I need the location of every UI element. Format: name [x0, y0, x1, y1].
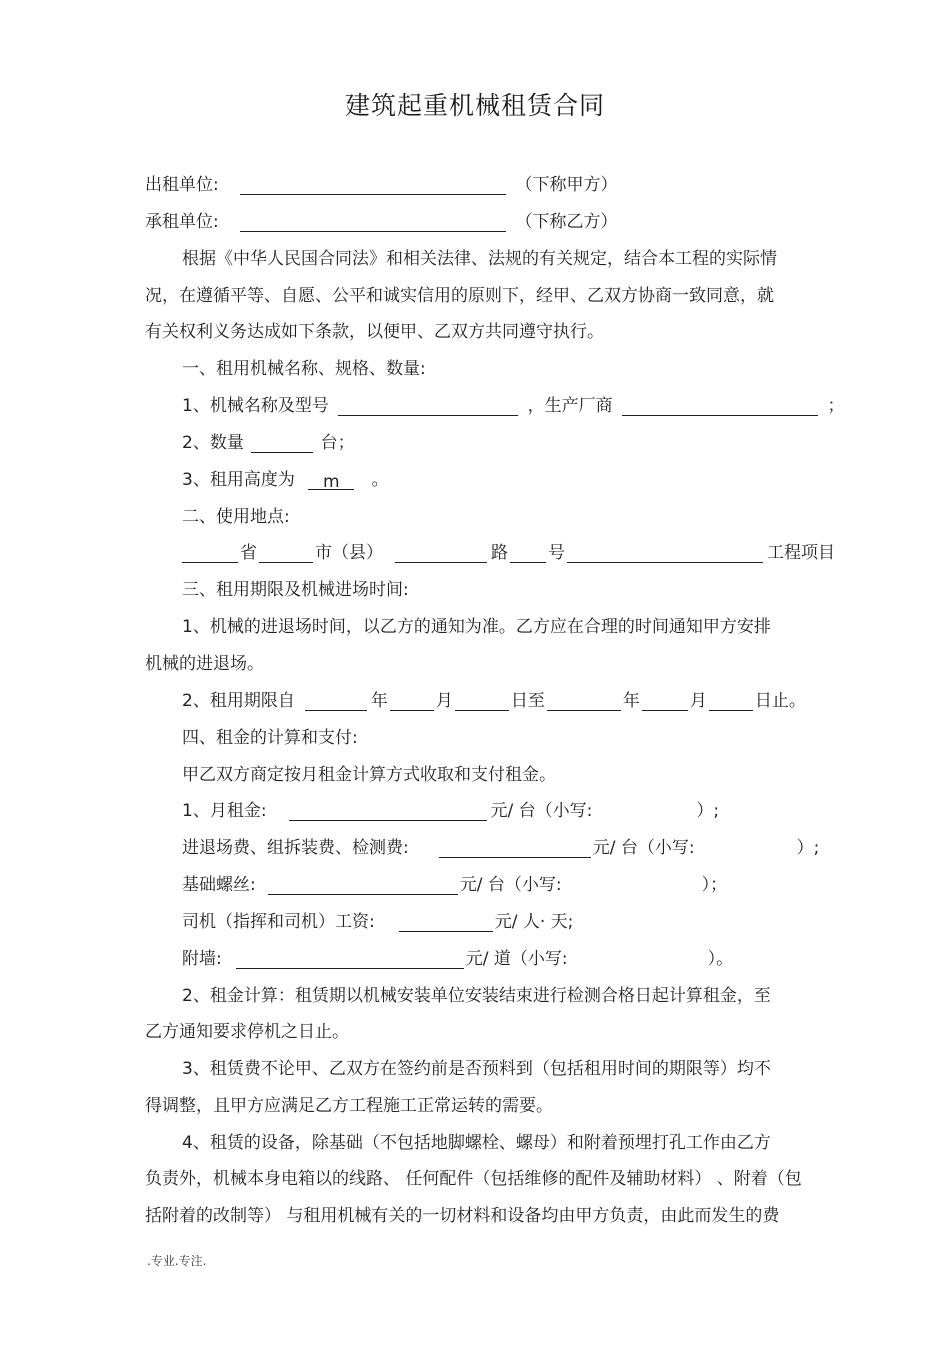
s3-para-1b: 机械的进退场。 — [145, 654, 264, 674]
year-label: 年 — [370, 691, 388, 711]
page-footer: .专业.专注. — [147, 1254, 207, 1268]
monthly-rent-label: 1、月租金: — [182, 801, 267, 821]
entry-fee-line — [182, 838, 819, 858]
start-year-field[interactable] — [305, 693, 367, 711]
s4-intro: 甲乙双方商定按月租金计算方式收取和支付租金。 — [182, 765, 556, 785]
quantity-field[interactable] — [251, 435, 313, 453]
s4-para-2b: 乙方通知要求停机之日止。 — [145, 1022, 349, 1042]
bolt-field[interactable] — [268, 877, 458, 895]
intro-line-1: 根据《中华人民国合同法》和相关法律、法规的有关规定，结合本工程的实际情 — [182, 249, 777, 269]
lessee-field[interactable] — [240, 214, 506, 232]
wall-label: 附墙: — [182, 949, 222, 969]
s4-para-2a: 2、租金计算：租赁期以机械安装单位安装结束进行检测合格日起计算租金，至 — [182, 986, 771, 1006]
s4-para-4a: 4、租赁的设备，除基础（不包括地脚螺栓、螺母）和附着预埋打孔工作由乙方 — [182, 1133, 771, 1153]
month-label: 月 — [689, 691, 707, 711]
manufacturer-field[interactable] — [622, 398, 818, 416]
lessor-field[interactable] — [240, 177, 506, 195]
end-year-field[interactable] — [547, 693, 621, 711]
semicolon: ； — [827, 396, 845, 416]
project-field[interactable] — [567, 545, 763, 563]
driver-unit-label: 元/ 人· 天; — [494, 912, 574, 932]
year-label: 年 — [622, 691, 640, 711]
city-field[interactable] — [259, 545, 313, 563]
height-label: 3、租用高度为 — [182, 470, 295, 490]
start-month-field[interactable] — [390, 693, 434, 711]
wall-field[interactable] — [236, 951, 464, 969]
s3-para-1a: 1、机械的进退场时间，以乙方的通知为准。乙方应在合理的时间通知甲方安排 — [182, 617, 771, 637]
quantity-line — [182, 433, 355, 453]
wall-line — [182, 949, 733, 969]
driver-wage-line — [182, 912, 573, 932]
height-field[interactable]: m — [308, 472, 354, 490]
bolt-label: 基础螺丝: — [182, 875, 256, 895]
day-to-label: 日至 — [510, 691, 545, 711]
machine-name-label: 1、机械名称及型号 — [182, 396, 329, 416]
lessee-line — [145, 212, 618, 232]
s4-para-4b: 负责外，机械本身电箱以的线路、 任何配件（包括维修的配件及辅助材料） 、附着（包 — [145, 1169, 802, 1189]
road-field[interactable] — [395, 545, 487, 563]
road-label: 路 — [491, 543, 508, 563]
province-field[interactable] — [182, 545, 238, 563]
end-label: 日止。 — [754, 691, 806, 711]
lessor-line — [145, 175, 618, 195]
document-title: 建筑起重机械租赁合同 — [344, 91, 605, 120]
monthly-rent-field[interactable] — [289, 803, 487, 821]
monthly-rent-line — [182, 801, 719, 821]
manufacturer-label: ，生产厂商 — [527, 396, 613, 416]
city-label: 市（县） — [315, 543, 383, 563]
quantity-label: 2、数量 — [182, 433, 244, 453]
entry-fee-field[interactable] — [439, 840, 591, 858]
start-day-field[interactable] — [455, 693, 509, 711]
driver-wage-field[interactable] — [399, 914, 493, 932]
lessee-label: 承租单位: — [145, 212, 219, 232]
province-label: 省 — [240, 543, 257, 563]
lease-period-label: 2、租用期限自 — [182, 691, 295, 711]
section-2-heading: 二、使用地点: — [182, 507, 290, 527]
wall-close: ）。 — [707, 949, 734, 969]
section-3-heading: 三、租用期限及机械进场时间: — [182, 580, 409, 600]
s4-para-3a: 3、租赁费不论甲、乙双方在签约前是否预料到（包括租用时间的期限等）均不 — [182, 1059, 771, 1079]
machine-model-field[interactable] — [338, 398, 518, 416]
bolt-line — [182, 875, 727, 895]
month-label: 月 — [435, 691, 453, 711]
close-semicolon: ）; — [796, 838, 820, 858]
height-end: 。 — [371, 470, 389, 490]
lessor-suffix: （下称甲方） — [515, 175, 618, 195]
machine-name-line — [182, 396, 844, 416]
per-unit-label: 元/ 台（小写: — [459, 875, 562, 895]
s4-para-4c: 括附着的改制等） 与租用机械有关的一切材料和设备均由甲方负责，由此而发生的费 — [145, 1206, 780, 1226]
lessee-suffix: （下称乙方） — [515, 212, 618, 232]
intro-line-2: 况，在遵循平等、自愿、公平和诚实信用的原则下，经甲、乙双方协商一致同意，就 — [145, 286, 774, 306]
number-label: 号 — [548, 543, 565, 563]
quantity-unit: 台； — [320, 433, 355, 453]
section-1-heading: 一、租用机械名称、规格、数量: — [182, 359, 426, 379]
per-unit-label: 元/ 台（小写: — [592, 838, 695, 858]
intro-line-3: 有关权利义务达成如下条款，以便甲、乙双方共同遵守执行。 — [145, 322, 604, 342]
driver-wage-label: 司机（指挥和司机）工资: — [182, 912, 375, 932]
entry-fee-label: 进退场费、组拆装费、检测费: — [182, 838, 409, 858]
s4-para-3b: 得调整，且甲方应满足乙方工程施工正常运转的需要。 — [145, 1096, 553, 1116]
lease-period-line — [182, 691, 806, 711]
location-line — [182, 543, 835, 563]
number-field[interactable] — [510, 545, 546, 563]
lessor-label: 出租单位: — [145, 175, 219, 195]
end-month-field[interactable] — [642, 693, 688, 711]
height-line — [182, 470, 389, 490]
section-4-heading: 四、租金的计算和支付: — [182, 728, 358, 748]
project-label: 工程项目 — [767, 543, 835, 563]
end-day-field[interactable] — [709, 693, 753, 711]
close-semicolon: ）； — [701, 875, 728, 895]
per-unit-label: 元/ 台（小写: — [490, 801, 593, 821]
close-semicolon: ）; — [696, 801, 720, 821]
wall-unit-label: 元/ 道（小写: — [465, 949, 568, 969]
